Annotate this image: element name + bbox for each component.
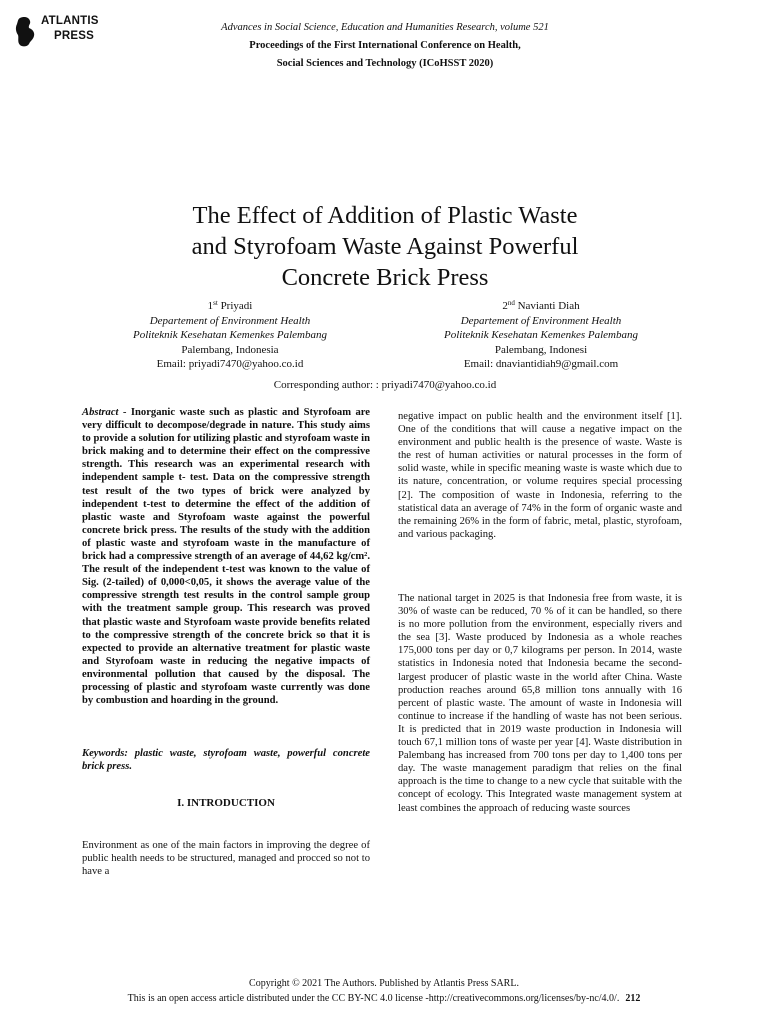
author-ordinal-suffix: nd — [507, 299, 515, 307]
paper-title — [90, 200, 680, 293]
abstract-text: Inorganic waste such as plastic and Styrofoam are very difficult to decompose/degrade in nature. This study aims to provide a solution for utilizing plastic and styrofoam waste in brick making and to determine their effect on the compressive strength. This research was an experimental research with independent sample t- test. Data on the compressive strength test result of the two types of brick were analyzed by independent t-test to determine the effect of the addition of plastic waste and Styrofoam waste against the powerful concrete brick press. The results of the study with the addition of plastic waste and styrofoam waste in the manufacture of brick had a compressive strength of an average of 44,62 kg/cm². The result of the independent t-test was known to the value of Sig. (2-tailed) of 0,000<0,05, it shows the average value of the compressive strength test results in the control sample group with the treatment sample group. This research was proved that plastic waste and Styrofoam waste provide benefits related to the compressive strength of the concrete brick so that it is expected to provide an alternative treatment for plastic waste and Styrofoam waste in reducing the negative impacts of environmental pollution that caused by the disposal. The processing of plastic and styrofoam waste currently was done by combustion and hoarding in the ground. — [82, 407, 370, 707]
journal-header: Advances in Social Science, Education and Humanities Research, volume 521 — [221, 22, 549, 33]
proceedings-line-1: Proceedings of the First International Conference on Health, — [249, 40, 521, 51]
footer-copyright: Copyright © 2021 The Authors. Published by Atlantis Press SARL. — [249, 978, 519, 989]
abstract-label: Abstract - — [82, 407, 127, 418]
title-line-1: The Effect of Addition of Plastic Waste — [192, 202, 578, 229]
intro-paragraph: Environment as one of the main factors in improving the degree of public health needs to be structured, managed and procced so not to have a — [82, 840, 370, 878]
logo-text-press: PRESS — [54, 30, 94, 42]
author-institution: Politeknik Kesehatan Kemenkes Palembang — [444, 329, 638, 341]
section-heading-introduction: I. INTRODUCTION — [177, 797, 275, 809]
author-name-line — [65, 296, 395, 314]
author-email: Email: dnaviantidiah9@gmail.com — [463, 358, 619, 370]
keywords: Keywords: plastic waste, styrofoam waste, powerful concrete brick press. — [82, 748, 370, 773]
logo-text-atlantis: ATLANTIS — [41, 15, 99, 27]
author-ordinal: 1 — [207, 300, 214, 312]
author-block-1 — [65, 296, 395, 372]
right-column-paragraph-1: negative impact on public health and the environment itself [1]. One of the conditions that will cause a negative impact on the environment and public health is the presence of waste. Waste is the rest of human activities or natural processes in the form of solid waste, while in specific meaning waste is waste which due to its nature, concentration, or volume requires special processing [2]. The composition of waste in Indonesia, referring to the statistical data an average of 74% in the form of organic waste and the remaining 26% in the form of fabric, metal, plastic, styrofoam, and various packaging. — [398, 411, 682, 540]
author-block-2 — [376, 296, 706, 372]
title-line-3: Concrete Brick Press — [281, 264, 489, 291]
abstract — [82, 406, 370, 707]
author-institution: Politeknik Kesehatan Kemenkes Palembang — [133, 329, 327, 341]
author-ordinal-suffix: st — [213, 299, 218, 307]
right-column-paragraph-2: The national target in 2025 is that Indonesia free from waste, it is 30% of waste can be reduced, 70 % of it can be handled, so there is no more pollution from the environment, especially rivers and the sea [3]. Waste produced by Indonesia as a whole reaches 175,000 tons per day or 0,7 kilograms per person. In 2014, waste statistics in Indonesia noted that Indonesia became the second-largest producer of plastic waste in the world after China. Waste production reaches around 65,8 million tons annually with 16 percent of plastic waste. The amount of waste in Indonesia will continue to increase if the handling of waste has not been serious. It is predicted that in 2019 waste production in Indonesia will touch 67,1 million tons of waste per year [4]. Waste distribution in Palembang has increased from 700 tons per day to 1,400 tons per day. The waste management paradigm that relies on the final approach is the time to change to a new cycle that suitable with the concept of ecology. This Integrated waste management system at least combines the approach of reducing waste sources — [398, 593, 682, 814]
page-number: 212 — [625, 993, 641, 1004]
footer-license-line — [20, 993, 748, 1004]
corresponding-author: Corresponding author: : priyadi7470@yahoo.co.id — [273, 379, 497, 391]
author-name-line — [376, 296, 706, 314]
footer-license: This is an open access article distributed under the CC BY-NC 4.0 license -http://creativecommons.org/licenses/by-nc/4.0/. — [127, 993, 620, 1004]
author-ordinal: 2 — [502, 300, 508, 312]
atlantis-press-logo — [14, 14, 124, 50]
author-department: Departement of Environment Health — [149, 314, 311, 327]
title-line-2: and Styrofoam Waste Against Powerful — [191, 233, 579, 260]
author-department: Departement of Environment Health — [460, 314, 622, 327]
atlantis-figure-icon — [14, 16, 38, 48]
author-email: Email: priyadi7470@yahoo.co.id — [156, 358, 304, 370]
author-name: Priyadi — [220, 300, 253, 312]
author-name: Navianti Diah — [517, 300, 580, 312]
author-city: Palembang, Indonesia — [181, 343, 279, 356]
author-city: Palembang, Indonesi — [494, 343, 588, 356]
proceedings-line-2: Social Sciences and Technology (ICoHSST 2020) — [276, 58, 494, 69]
